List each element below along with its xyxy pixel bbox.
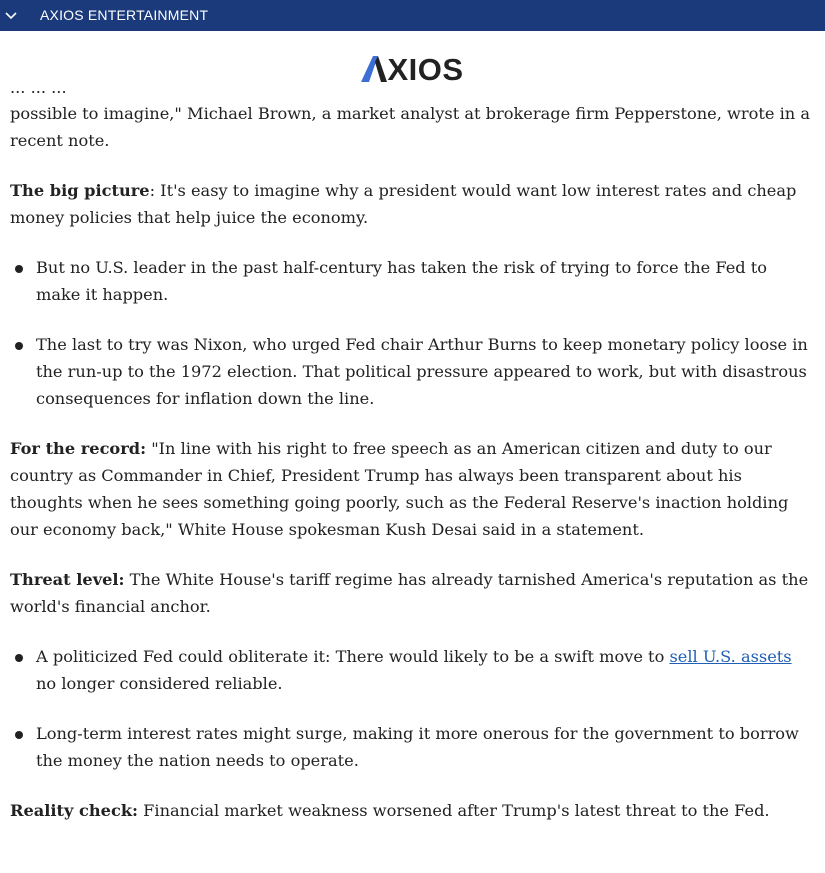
- logo-area: [0, 48, 825, 90]
- clipped-text-line: ... ... ...: [10, 78, 67, 97]
- paragraph-big-picture: The big picture: It's easy to imagine why a president would want low interest rates and cheap money policies that help juice the economy.: [10, 181, 797, 227]
- section-header-bar: [0, 0, 825, 31]
- chevron-down-icon[interactable]: [4, 8, 18, 22]
- bullet-icon: [15, 342, 23, 350]
- lead-in: Reality check:: [10, 801, 139, 820]
- bullet-icon: [15, 731, 23, 739]
- axios-logo[interactable]: [361, 51, 464, 87]
- section-name[interactable]: AXIOS ENTERTAINMENT: [40, 7, 209, 23]
- paragraph-for-the-record: For the record: "In line with his right to free speech as an American citizen and duty to our country as Commander in Chief, President Trump has always been transparent about his thoughts when he sees something going poorly, such as the Federal Reserve's inaction holding our economy back," White House spokesman Kush Desai said in a statement.: [10, 439, 789, 539]
- bullet-list: [10, 643, 810, 774]
- lead-in: For the record:: [10, 439, 147, 458]
- lead-in: Threat level:: [10, 570, 125, 589]
- paragraph-threat-level: Threat level: The White House's tariff regime has already tarnished America's reputation as the world's financial anchor.: [10, 570, 809, 616]
- list-item: But no U.S. leader in the past half-century has taken the risk of trying to force the Fed to make it happen.: [10, 254, 810, 308]
- list-item: A politicized Fed could obliterate it: There would likely to be a swift move to sell U.S. assets no longer considered reliable.: [10, 643, 810, 697]
- list-item: The last to try was Nixon, who urged Fed chair Arthur Burns to keep monetary policy loose in the run-up to the 1972 election. That political pressure appeared to work, but with disastrous consequences for inflation down the line.: [10, 331, 810, 412]
- article-body: [10, 78, 811, 847]
- bullet-icon: [15, 654, 23, 662]
- paragraph-reality-check: Reality check: Financial market weakness worsened after Trump's latest threat to the Fed.: [10, 801, 770, 820]
- bullet-icon: [15, 265, 23, 273]
- sell-us-assets-link[interactable]: sell U.S. assets: [669, 647, 792, 666]
- lead-in: The big picture: [10, 181, 150, 200]
- paragraph: possible to imagine," Michael Brown, a market analyst at brokerage firm Pepperstone, wrote in a recent note.: [10, 104, 811, 150]
- bullet-list: [10, 254, 810, 412]
- list-item: Long-term interest rates might surge, making it more onerous for the government to borrow the money the nation needs to operate.: [10, 720, 810, 774]
- logo-a-mark-icon: [361, 56, 387, 82]
- logo-text: XIOS: [387, 51, 464, 87]
